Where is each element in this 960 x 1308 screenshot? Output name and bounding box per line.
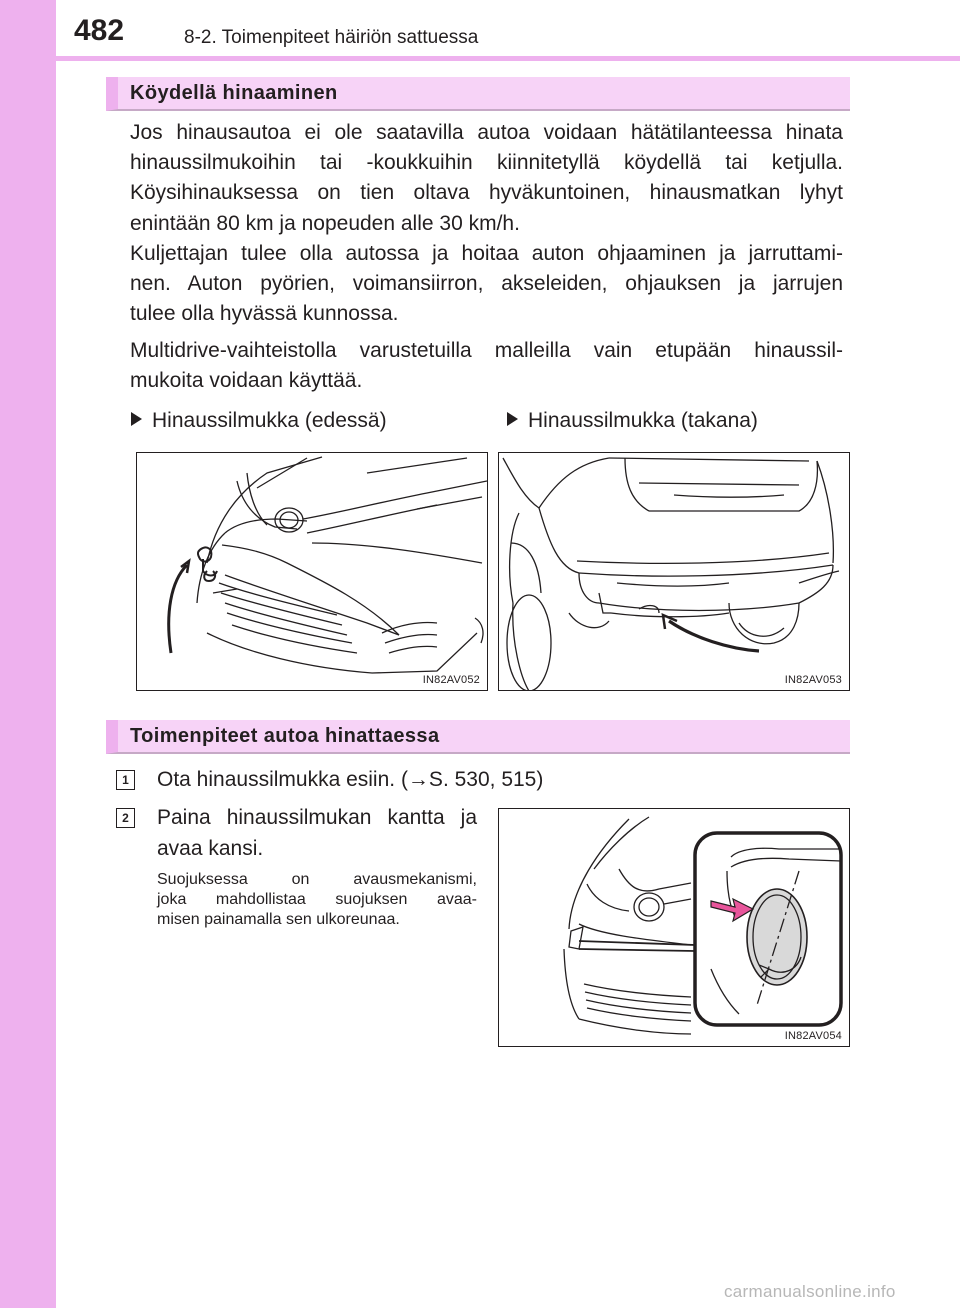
- section-heading-rope-towing: [106, 77, 850, 111]
- text-line: Kuljettajan tulee olla autossa ja hoitaa auton ohjaaminen ja jarruttami-: [130, 241, 843, 265]
- figure-code: IN82AV053: [784, 674, 842, 686]
- text-line: joka mahdollistaa suojuksen avaa-: [157, 891, 477, 908]
- header-rule: [0, 56, 960, 61]
- triangle-bullet-icon: [131, 412, 142, 426]
- step-2-text: [157, 802, 477, 864]
- text-line: Köysihinauksessa on tien oltava hyväkuntoinen, hinausmatkan lyhyt: [130, 181, 843, 205]
- page-number: 482: [74, 14, 125, 47]
- figure-front-bumper: [136, 452, 488, 691]
- text-line: misen painamalla sen ulkoreunaa.: [157, 911, 400, 928]
- section-heading-text: Köydellä hinaaminen: [130, 82, 338, 104]
- caption-rear-tow-eyelet: [507, 409, 758, 433]
- text-line: enintään 80 km ja nopeuden alle 30 km/h.: [130, 211, 520, 235]
- text-line: avaa kansi.: [157, 837, 264, 860]
- multidrive-paragraph: [130, 336, 843, 396]
- rear-bumper-illustration: [499, 453, 850, 691]
- step-number-1: 1: [116, 770, 135, 790]
- figure-tow-eyelet-cover: [498, 808, 850, 1047]
- step-1-text: Ota hinaussilmukka esiin. (→S. 530, 515): [157, 768, 544, 791]
- text-line: mukoita voidaan käyttää.: [130, 369, 363, 393]
- cover-illustration: [499, 809, 850, 1047]
- side-color-band: [0, 0, 56, 1308]
- caption-front-tow-eyelet: [131, 409, 387, 433]
- caption-text: Hinaussilmukka (edessä): [152, 409, 387, 432]
- figure-code: IN82AV052: [422, 674, 480, 686]
- section-heading-text: Toimenpiteet autoa hinattaessa: [130, 725, 440, 747]
- figure-rear-bumper: [498, 452, 850, 691]
- text-line: Suojuksessa on avausmekanismi,: [157, 871, 477, 888]
- caption-text: Hinaussilmukka (takana): [528, 409, 758, 432]
- step-number-2: 2: [116, 808, 135, 828]
- figure-code: IN82AV054: [784, 1030, 842, 1042]
- text-line: nen. Auton pyörien, voimansiirron, akseleiden, ohjauksen ja jarrujen: [130, 272, 843, 296]
- text-line: Multidrive-vaihteistolla varustetuilla malleilla vain etupään hinaussil-: [130, 339, 843, 362]
- text-line: tulee olla hyvässä kunnossa.: [130, 302, 399, 326]
- chapter-title: 8-2. Toimenpiteet häiriön sattuessa: [184, 27, 479, 48]
- front-bumper-illustration: [137, 453, 488, 691]
- text-line: Paina hinaussilmukan kantta ja: [157, 806, 477, 829]
- text-line: Jos hinausautoa ei ole saatavilla autoa voidaan hätätilanteessa hinata: [130, 121, 843, 144]
- intro-paragraph: [130, 118, 843, 329]
- triangle-bullet-icon: [507, 412, 518, 426]
- text-line: hinaussilmukoihin tai -koukkuihin kiinnitetyllä köydellä tai ketjulla.: [130, 151, 843, 175]
- watermark: carmanualsonline.info: [724, 1282, 896, 1301]
- step-2-note: [157, 870, 477, 930]
- section-heading-towing-measures: [106, 720, 850, 754]
